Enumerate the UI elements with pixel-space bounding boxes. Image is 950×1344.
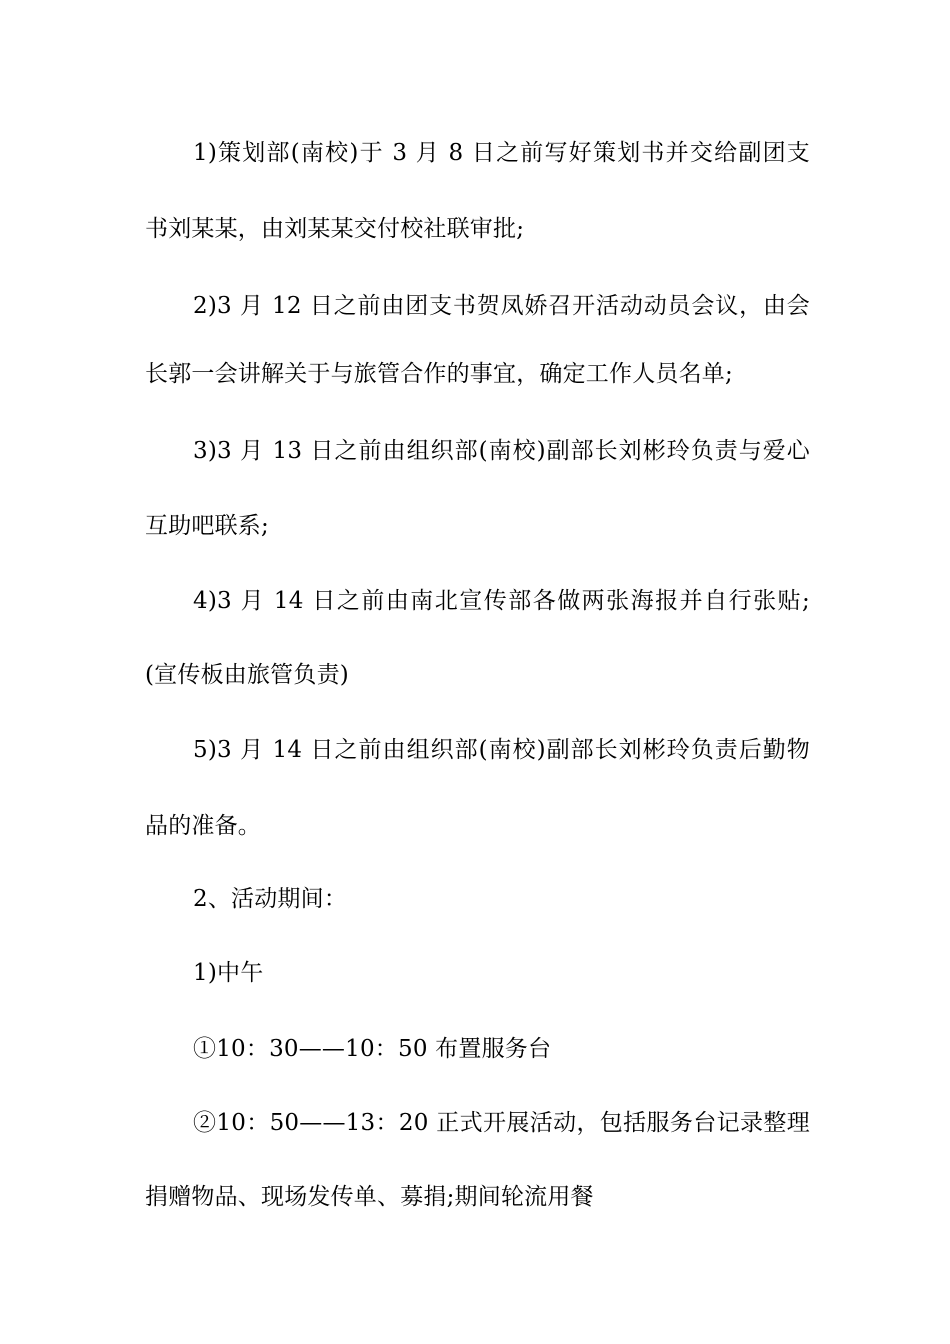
- section-heading-activity-period: 2、活动期间：: [193, 886, 348, 912]
- paragraph-5-line-1: 5)3 月 14 日之前由组织部(南校)副部长刘彬玲负责后勤物: [193, 737, 810, 763]
- schedule-item-2-line-1: ②10：50——13：20 正式开展活动，包括服务台记录整理: [193, 1110, 810, 1136]
- subheading-noon: 1)中午: [193, 960, 264, 986]
- paragraph-2-line-2: 长郭一会讲解关于与旅管合作的事宜，确定工作人员名单;: [145, 361, 733, 387]
- paragraph-1-line-2: 书刘某某，由刘某某交付校社联审批;: [145, 216, 525, 242]
- schedule-item-2-line-2: 捐赠物品、现场发传单、募捐;期间轮流用餐: [145, 1184, 594, 1210]
- schedule-item-1: ①10：30——10：50 布置服务台: [193, 1036, 552, 1062]
- paragraph-3-line-1: 3)3 月 13 日之前由组织部(南校)副部长刘彬玲负责与爱心: [193, 438, 810, 464]
- paragraph-4-line-1: 4)3 月 14 日之前由南北宣传部各做两张海报并自行张贴;: [193, 588, 810, 614]
- paragraph-1-line-1: 1)策划部(南校)于 3 月 8 日之前写好策划书并交给副团支: [193, 140, 810, 166]
- paragraph-5-line-2: 品的准备。: [145, 813, 261, 839]
- paragraph-3-line-2: 互助吧联系;: [145, 513, 269, 539]
- paragraph-4-line-2: (宣传板由旅管负责): [145, 662, 349, 688]
- paragraph-2-line-1: 2)3 月 12 日之前由团支书贺凤娇召开活动动员会议，由会: [193, 293, 810, 319]
